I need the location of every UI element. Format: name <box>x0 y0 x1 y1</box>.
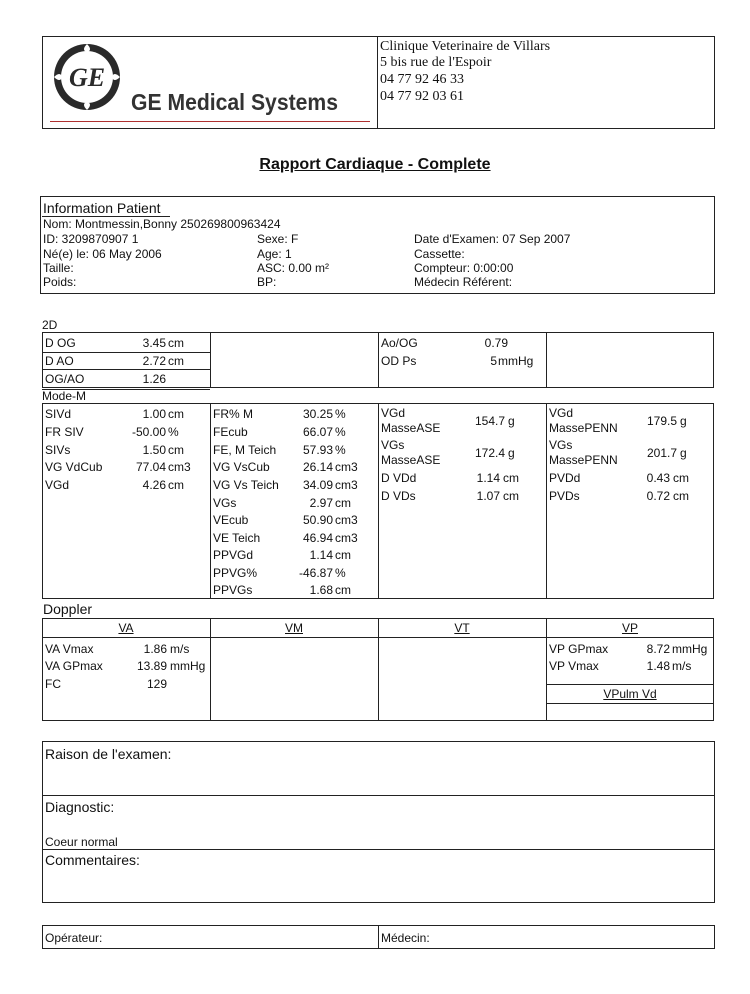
measure-value: 8.72 <box>646 642 670 656</box>
measure-label-sub: MassePENN <box>549 421 618 435</box>
measure-label: PPVGs <box>213 583 253 597</box>
measure-label: PVDd <box>549 471 581 485</box>
measure-label: FEcub <box>213 425 248 439</box>
measure-label: VGd <box>381 406 406 420</box>
company-underline <box>50 121 370 122</box>
raison-box <box>42 741 715 903</box>
measure-unit: cm <box>168 478 184 492</box>
measure-unit: g <box>508 414 515 428</box>
measure-value: 1.48 <box>646 659 670 673</box>
clinic-line-2: 5 bis rue de l'Espoir <box>380 55 492 70</box>
doppler-header-vt: VT <box>454 621 470 635</box>
measure-value: 1.14 <box>309 548 333 562</box>
measure-value: 50.90 <box>302 513 333 527</box>
measure-label: D AO <box>45 354 74 368</box>
compteur: Compteur: 0:00:00 <box>414 261 514 275</box>
patient-sexe: Sexe: F <box>257 232 299 246</box>
measure-unit: cm3 <box>335 460 358 474</box>
divider <box>42 369 210 370</box>
measure-value: 77.04 <box>135 460 166 474</box>
measure-unit: cm <box>168 443 184 457</box>
measure-label: FC <box>45 677 61 691</box>
measure-label-sub: MasseASE <box>381 421 441 435</box>
measure-value: 46.94 <box>302 531 333 545</box>
measure-value: 1.68 <box>309 583 333 597</box>
measure-label: VGd <box>549 406 574 420</box>
cassette: Cassette: <box>414 247 465 261</box>
clinic-line-4: 04 77 92 03 61 <box>380 89 464 104</box>
measure-unit: % <box>335 566 346 580</box>
divider <box>42 849 715 850</box>
measure-unit: % <box>335 443 346 457</box>
ge-logo-icon <box>52 42 122 112</box>
measure-value: 66.07 <box>302 425 333 439</box>
measure-unit: % <box>335 425 346 439</box>
measure-label: VG Vs Teich <box>213 478 279 492</box>
measure-label: D VDd <box>381 471 417 485</box>
section-doppler-label: Doppler <box>43 601 93 617</box>
measure-unit: m/s <box>672 659 692 673</box>
patient-taille: Taille: <box>43 261 74 275</box>
company-name: GE Medical Systems <box>131 89 338 115</box>
measure-unit: cm <box>168 336 184 350</box>
patient-age: Age: 1 <box>257 247 292 261</box>
measure-value: 34.09 <box>302 478 333 492</box>
measure-label: VEcub <box>213 513 249 527</box>
measure-unit: mmHg <box>170 659 206 673</box>
measure-unit: g <box>680 446 687 460</box>
measure-label: VGs <box>213 496 237 510</box>
measure-label-sub: MassePENN <box>549 453 618 467</box>
header-divider <box>377 36 378 129</box>
doppler-header-vp: VP <box>621 621 638 635</box>
measure-value: 129 <box>146 677 167 691</box>
measure-label-sub: MasseASE <box>381 453 441 467</box>
svg-text:GE: GE <box>68 63 106 92</box>
measure-unit: cm <box>168 407 184 421</box>
measure-value: 1.50 <box>142 443 166 457</box>
measure-unit: % <box>168 425 179 439</box>
divider <box>42 389 210 390</box>
measure-unit: % <box>335 407 346 421</box>
measure-value: 26.14 <box>302 460 333 474</box>
divider <box>210 403 211 599</box>
divider <box>42 795 715 796</box>
measure-value: 2.72 <box>142 354 166 368</box>
raison-label: Raison de l'examen: <box>45 746 172 762</box>
measure-value: 0.72 <box>646 489 670 503</box>
measure-unit: cm <box>335 548 351 562</box>
measure-value: 172.4 <box>474 446 505 460</box>
measure-label: PVDs <box>549 489 580 503</box>
measure-unit: cm3 <box>335 531 358 545</box>
measure-unit: cm3 <box>335 513 358 527</box>
divider <box>546 403 547 599</box>
measure-value: 2.97 <box>309 496 333 510</box>
measure-value: 179.5 <box>646 414 677 428</box>
measure-unit: cm <box>335 583 351 597</box>
divider <box>42 352 210 353</box>
measure-value: 0.79 <box>484 336 508 350</box>
patient-asc: ASC: 0.00 m² <box>257 261 330 275</box>
measure-label: VE Teich <box>213 531 261 545</box>
measure-unit: cm <box>503 489 519 503</box>
measure-unit: cm <box>503 471 519 485</box>
section-mode-m-label: Mode-M <box>42 389 87 403</box>
measure-label: OG/AO <box>45 372 85 386</box>
measure-label: PPVG% <box>213 566 258 580</box>
measure-label: D VDs <box>381 489 416 503</box>
divider <box>378 332 379 388</box>
measure-label: VA Vmax <box>45 642 94 656</box>
measure-label: VGs <box>549 438 573 452</box>
measure-label: VG VsCub <box>213 460 270 474</box>
doppler-header-vm: VM <box>285 621 303 635</box>
measure-value: 5 <box>490 354 497 368</box>
diagnostic-label: Diagnostic: <box>45 799 115 815</box>
measure-unit: cm <box>673 489 689 503</box>
measure-unit: mmHg <box>672 642 708 656</box>
referring-doctor: Médecin Référent: <box>414 275 513 289</box>
measure-value: 1.86 <box>143 642 167 656</box>
medecin-label: Médecin: <box>381 931 430 945</box>
measure-unit: m/s <box>170 642 190 656</box>
measure-label: D OG <box>45 336 76 350</box>
divider <box>546 703 714 704</box>
measure-label: OD Ps <box>381 354 417 368</box>
patient-bp: BP: <box>257 275 277 289</box>
divider <box>42 637 714 638</box>
measure-value: 154.7 <box>474 414 505 428</box>
measure-unit: g <box>680 414 687 428</box>
divider <box>210 332 211 388</box>
measure-value: 1.07 <box>476 489 500 503</box>
measure-label: SIVs <box>45 443 71 457</box>
measure-unit: cm3 <box>168 460 191 474</box>
exam-date: Date d'Examen: 07 Sep 2007 <box>414 232 571 246</box>
measure-unit: cm <box>673 471 689 485</box>
measure-value: 30.25 <box>302 407 333 421</box>
measure-unit: cm <box>168 354 184 368</box>
patient-nom: Nom: Montmessin,Bonny 250269800963424 <box>43 217 281 231</box>
measure-value: 1.14 <box>476 471 500 485</box>
measure-label: FE, M Teich <box>213 443 277 457</box>
doppler-header-va: VA <box>118 621 134 635</box>
measure-value: 4.26 <box>142 478 166 492</box>
measure-label: VGd <box>45 478 70 492</box>
section-2d-label: 2D <box>42 318 58 332</box>
measure-value: 201.7 <box>646 446 677 460</box>
measure-value: 0.43 <box>646 471 670 485</box>
measure-value: 3.45 <box>142 336 166 350</box>
clinic-line-3: 04 77 92 46 33 <box>380 72 464 87</box>
measure-value: 57.93 <box>302 443 333 457</box>
measure-value: -50.00 <box>131 425 166 439</box>
measure-unit: cm3 <box>335 478 358 492</box>
patient-birthdate: Né(e) le: 06 May 2006 <box>43 247 162 261</box>
diagnostic-value: Coeur normal <box>45 835 118 849</box>
divider <box>546 332 547 388</box>
clinic-line-1: Clinique Veterinaire de Villars <box>380 39 551 54</box>
measure-label: VP GPmax <box>549 642 609 656</box>
measure-unit: cm <box>335 496 351 510</box>
divider <box>378 925 379 949</box>
measure-value: 1.00 <box>142 407 166 421</box>
measure-label: VA GPmax <box>45 659 103 673</box>
measure-unit: mmHg <box>498 354 534 368</box>
patient-id: ID: 3209870907 1 <box>43 232 139 246</box>
vpulm-label: VPulm Vd <box>603 687 657 701</box>
header-box <box>42 36 715 129</box>
measure-label: Ao/OG <box>381 336 418 350</box>
measure-label: VP Vmax <box>549 659 599 673</box>
measure-label: SIVd <box>45 407 72 421</box>
report-title: Rapport Cardiaque - Complete <box>259 156 491 173</box>
divider <box>546 684 714 685</box>
measure-label: FR SIV <box>45 425 84 439</box>
measure-label: FR% M <box>213 407 253 421</box>
commentaires-label: Commentaires: <box>45 852 140 868</box>
measure-value: -46.87 <box>298 566 333 580</box>
measure-value: 1.26 <box>142 372 166 386</box>
measure-unit: g <box>508 446 515 460</box>
measure-label: PPVGd <box>213 548 254 562</box>
measure-value: 13.89 <box>136 659 167 673</box>
patient-poids: Poids: <box>43 275 77 289</box>
patient-section-title: Information Patient <box>43 200 161 216</box>
measure-label: VG VdCub <box>45 460 103 474</box>
divider <box>378 403 379 599</box>
measure-label: VGs <box>381 438 405 452</box>
operateur-label: Opérateur: <box>45 931 103 945</box>
